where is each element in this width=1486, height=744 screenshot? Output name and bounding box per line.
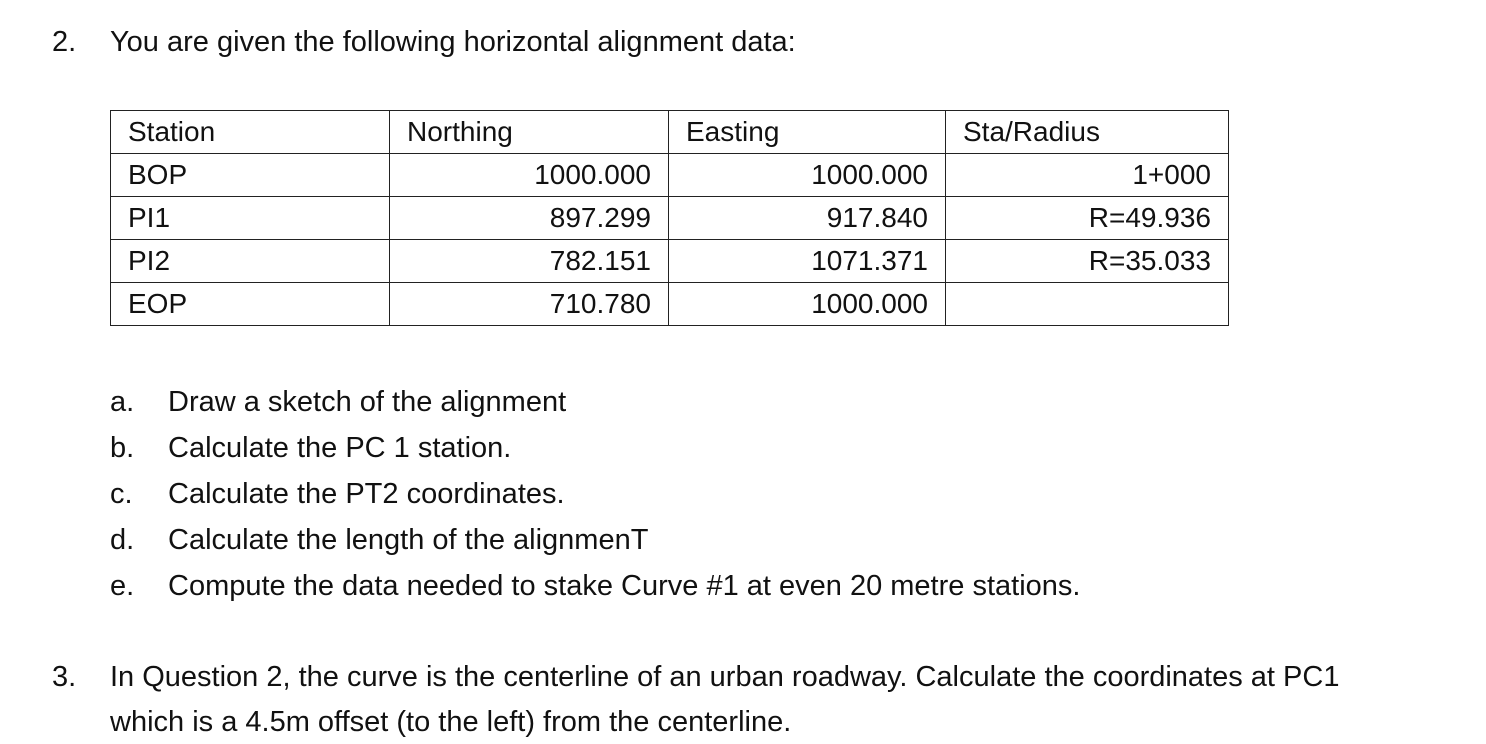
table-row — [111, 154, 1229, 197]
question-2-number: 2. — [52, 26, 77, 58]
table-row — [111, 283, 1229, 326]
table-header-row — [111, 111, 1229, 154]
table-row — [111, 197, 1229, 240]
question-3-text-line2: which is a 4.5m offset (to the left) from the centerline. — [110, 706, 792, 738]
question-2-text: You are given the following horizontal alignment data: — [110, 26, 796, 58]
cell-easting: 917.840 — [669, 197, 946, 240]
cell-northing: 710.780 — [390, 283, 669, 326]
part-text: Draw a sketch of the alignment — [168, 386, 567, 418]
cell-northing: 1000.000 — [390, 154, 669, 197]
question-3-number: 3. — [52, 661, 77, 693]
question-3-text-line1: In Question 2, the curve is the centerline of an urban roadway. Calculate the coordinates at PC1 — [110, 661, 1340, 693]
header-northing: Northing — [390, 111, 669, 154]
cell-station: EOP — [111, 283, 390, 326]
part-marker: b. — [110, 432, 135, 464]
part-text: Calculate the length of the alignmenT — [168, 524, 649, 556]
alignment-data-table — [110, 110, 1229, 326]
cell-sta-radius — [946, 283, 1229, 326]
part-marker: a. — [110, 386, 135, 418]
header-sta-radius: Sta/Radius — [946, 111, 1229, 154]
part-text: Calculate the PC 1 station. — [168, 432, 512, 464]
part-marker: d. — [110, 524, 135, 556]
header-station: Station — [111, 111, 390, 154]
part-text: Compute the data needed to stake Curve #1 at even 20 metre stations. — [168, 570, 1081, 602]
table-row — [111, 240, 1229, 283]
header-easting: Easting — [669, 111, 946, 154]
cell-northing: 782.151 — [390, 240, 669, 283]
cell-easting: 1000.000 — [669, 154, 946, 197]
cell-sta-radius: R=49.936 — [946, 197, 1229, 240]
part-marker: e. — [110, 570, 135, 602]
cell-sta-radius: R=35.033 — [946, 240, 1229, 283]
cell-easting: 1000.000 — [669, 283, 946, 326]
part-marker: c. — [110, 478, 133, 510]
cell-northing: 897.299 — [390, 197, 669, 240]
part-text: Calculate the PT2 coordinates. — [168, 478, 565, 510]
cell-station: PI2 — [111, 240, 390, 283]
cell-sta-radius: 1+000 — [946, 154, 1229, 197]
cell-station: BOP — [111, 154, 390, 197]
cell-easting: 1071.371 — [669, 240, 946, 283]
cell-station: PI1 — [111, 197, 390, 240]
